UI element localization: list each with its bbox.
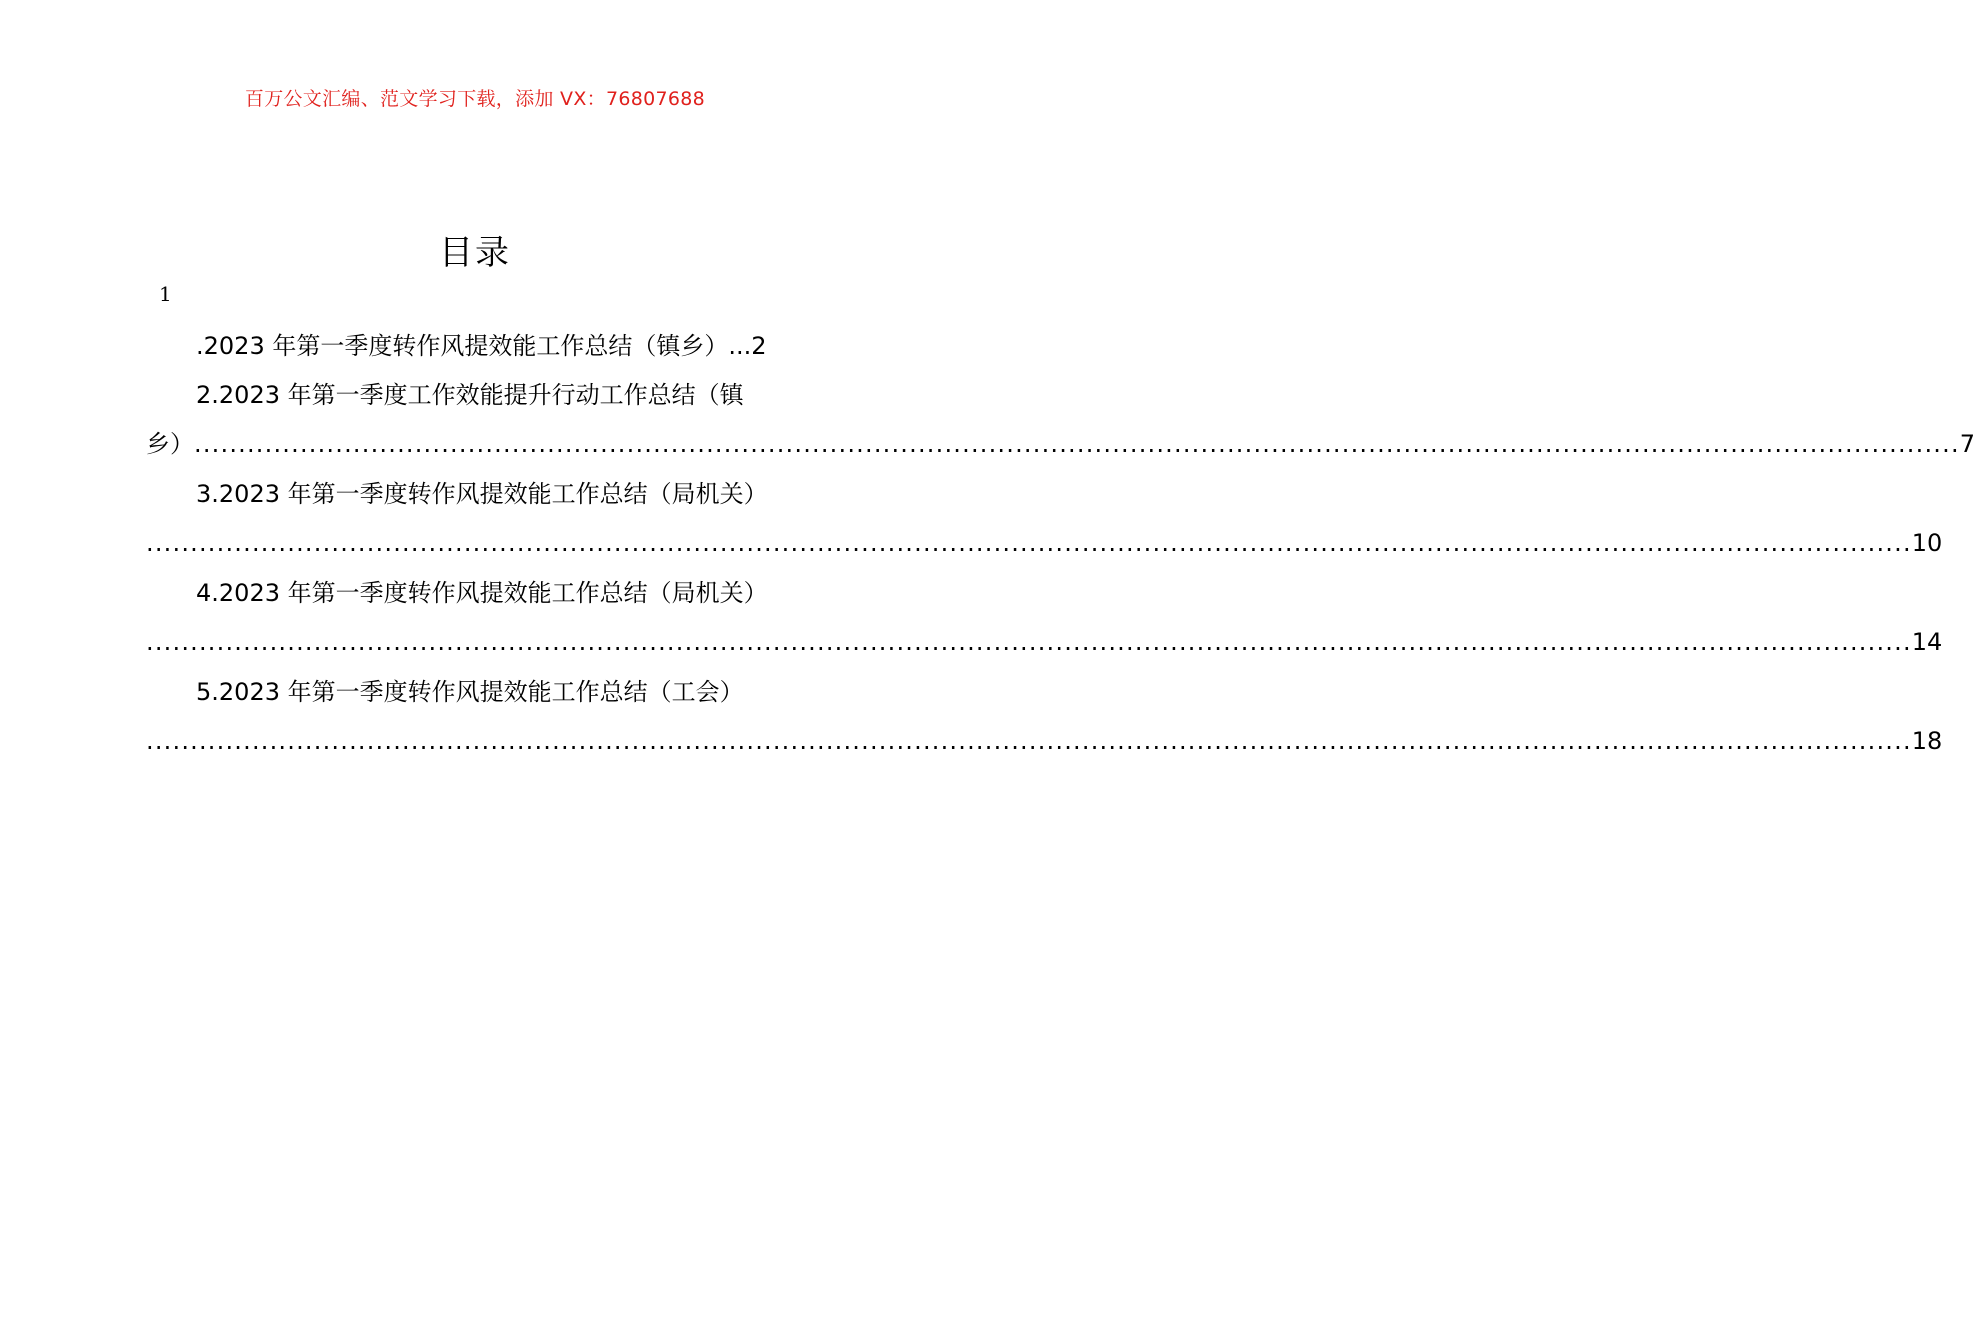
toc-entry-3-line-2 xyxy=(146,527,1943,559)
toc-entry-2-line-1: 2.2023 年第一季度工作效能提升行动工作总结（镇 xyxy=(196,381,744,409)
toc-entry-4-page: 14 xyxy=(1911,628,1943,656)
toc-leader-dots: ........................................................................................................................................................................................................ xyxy=(146,628,1912,656)
header-note: 百万公文汇编、范文学习下载，添加 VX：76807688 xyxy=(244,88,706,110)
toc-entry-3-page: 10 xyxy=(1911,529,1943,557)
toc-leader-dots: ........................................................................................................................................................................................................ xyxy=(194,430,1960,458)
toc-entry-5-line-2 xyxy=(146,725,1943,757)
toc-entry-5-line-1: 5.2023 年第一季度转作风提效能工作总结（工会） xyxy=(196,678,744,706)
toc-leader-dots: ........................................................................................................................................................................................................ xyxy=(146,529,1912,557)
toc-entry-2-page: 7 xyxy=(1959,430,1975,458)
toc-entry-1-text: .2023 年第一季度转作风提效能工作总结（镇乡）...2 xyxy=(196,332,767,360)
toc-entry-5-page: 18 xyxy=(1911,727,1943,755)
toc-entry-2-text-tail: 乡） xyxy=(146,430,194,458)
toc-entry-3-line-1: 3.2023 年第一季度转作风提效能工作总结（局机关） xyxy=(196,480,768,508)
page-title: 目录 xyxy=(439,233,511,273)
toc-entry-4-line-2 xyxy=(146,626,1943,658)
toc-entry-2-line-2 xyxy=(146,428,1975,460)
toc-entry-4-line-1: 4.2023 年第一季度转作风提效能工作总结（局机关） xyxy=(196,579,768,607)
stray-number: 1 xyxy=(159,282,172,306)
toc-entry-1[interactable] xyxy=(196,330,806,362)
toc-leader-dots: ........................................................................................................................................................................................................ xyxy=(146,727,1912,755)
